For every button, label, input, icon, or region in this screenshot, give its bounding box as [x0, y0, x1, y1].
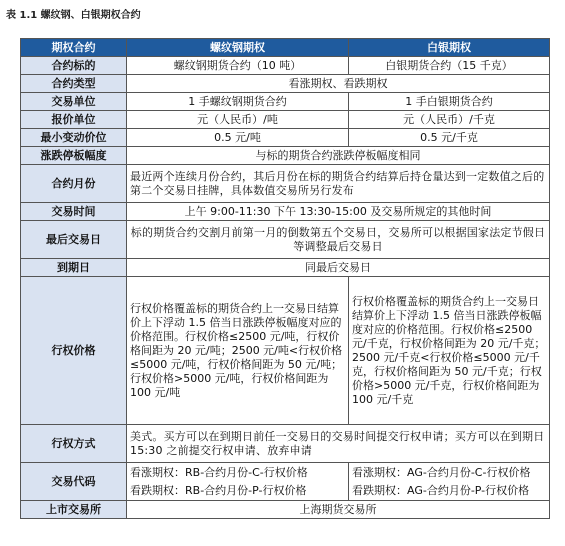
label-type: 合约类型 — [21, 75, 127, 93]
table-header-row — [21, 39, 550, 57]
row-tick — [21, 129, 550, 147]
value-tick-rebar: 0.5 元/吨 — [127, 129, 349, 147]
value-strike-rebar: 行权价格覆盖标的期货合约上一交易日结算价上下浮动 1.5 倍当日涨跌停板幅度对应的价格范围。行权价格≤2500 元/吨，行权价格间距为 20 元/吨；2500 元/吨<行权价格≤5000 元/吨，行权价格间距为 50 元/吨；行权价格>5000 元/吨，行权价格间距为 100 元/吨 — [127, 277, 349, 425]
row-exchange — [21, 501, 550, 519]
row-quote — [21, 111, 550, 129]
code-rebar-put: 看跌期权：RB-合约月份-P-行权价格 — [130, 483, 307, 497]
value-quote-rebar: 元（人民币）/吨 — [127, 111, 349, 129]
header-silver-option: 白银期权 — [349, 39, 550, 57]
label-unit: 交易单位 — [21, 93, 127, 111]
label-exchange: 上市交易所 — [21, 501, 127, 519]
label-code: 交易代码 — [21, 463, 127, 501]
row-month — [21, 165, 550, 203]
label-last-day: 最后交易日 — [21, 221, 127, 259]
value-code-silver — [349, 463, 550, 501]
row-code — [21, 463, 550, 501]
row-hours — [21, 203, 550, 221]
code-silver-put: 看跌期权：AG-合约月份-P-行权价格 — [352, 483, 530, 497]
label-expiry: 到期日 — [21, 259, 127, 277]
header-contract: 期权合约 — [21, 39, 127, 57]
row-underlying — [21, 57, 550, 75]
label-limit: 涨跌停板幅度 — [21, 147, 127, 165]
row-unit — [21, 93, 550, 111]
label-quote: 报价单位 — [21, 111, 127, 129]
label-exercise: 行权方式 — [21, 425, 127, 463]
value-unit-rebar: 1 手螺纹钢期货合约 — [127, 93, 349, 111]
value-strike-silver: 行权价格覆盖标的期货合约上一交易日结算价上下浮动 1.5 倍当日涨跌停板幅度对应的价格范围。行权价格≤2500 元/千克，行权价格间距为 20 元/千克；2500 元/千克<行权价格≤5000 元/千克，行权价格间距为 50 元/千克；行权价格>5000 元/千克，行权价格间距为 100 元/千克 — [349, 277, 550, 425]
table-caption: 表 1.1 螺纹钢、白银期权合约 — [6, 10, 141, 21]
value-exchange: 上海期货交易所 — [127, 501, 550, 519]
value-exercise: 美式。买方可以在到期日前任一交易日的交易时间提交行权申请；买方可以在到期日 15:30 之前提交行权申请、放弃申请 — [127, 425, 550, 463]
code-rebar-call: 看涨期权：RB-合约月份-C-行权价格 — [130, 465, 308, 479]
row-strike — [21, 277, 550, 425]
value-month: 最近两个连续月份合约，其后月份在标的期货合约结算后持仓量达到一定数值之后的第二个交易日挂牌，具体数值交易所另行发布 — [127, 165, 550, 203]
label-underlying: 合约标的 — [21, 57, 127, 75]
value-type: 看涨期权、看跌期权 — [127, 75, 550, 93]
value-limit: 与标的期货合约涨跌停板幅度相同 — [127, 147, 550, 165]
value-tick-silver: 0.5 元/千克 — [349, 129, 550, 147]
label-hours: 交易时间 — [21, 203, 127, 221]
row-type — [21, 75, 550, 93]
row-exercise — [21, 425, 550, 463]
value-underlying-rebar: 螺纹钢期货合约（10 吨） — [127, 57, 349, 75]
header-rebar-option: 螺纹钢期权 — [127, 39, 349, 57]
row-limit — [21, 147, 550, 165]
label-tick: 最小变动价位 — [21, 129, 127, 147]
label-strike: 行权价格 — [21, 277, 127, 425]
option-contract-table — [20, 38, 550, 519]
label-month: 合约月份 — [21, 165, 127, 203]
value-hours: 上午 9:00-11:30 下午 13:30-15:00 及交易所规定的其他时间 — [127, 203, 550, 221]
row-expiry — [21, 259, 550, 277]
value-quote-silver: 元（人民币）/千克 — [349, 111, 550, 129]
value-unit-silver: 1 手白银期货合约 — [349, 93, 550, 111]
value-last-day: 标的期货合约交割月前第一月的倒数第五个交易日，交易所可以根据国家法定节假日等调整最后交易日 — [127, 221, 550, 259]
code-silver-call: 看涨期权：AG-合约月份-C-行权价格 — [352, 465, 531, 479]
value-code-rebar — [127, 463, 349, 501]
value-underlying-silver: 白银期货合约（15 千克） — [349, 57, 550, 75]
value-expiry: 同最后交易日 — [127, 259, 550, 277]
row-last-day — [21, 221, 550, 259]
